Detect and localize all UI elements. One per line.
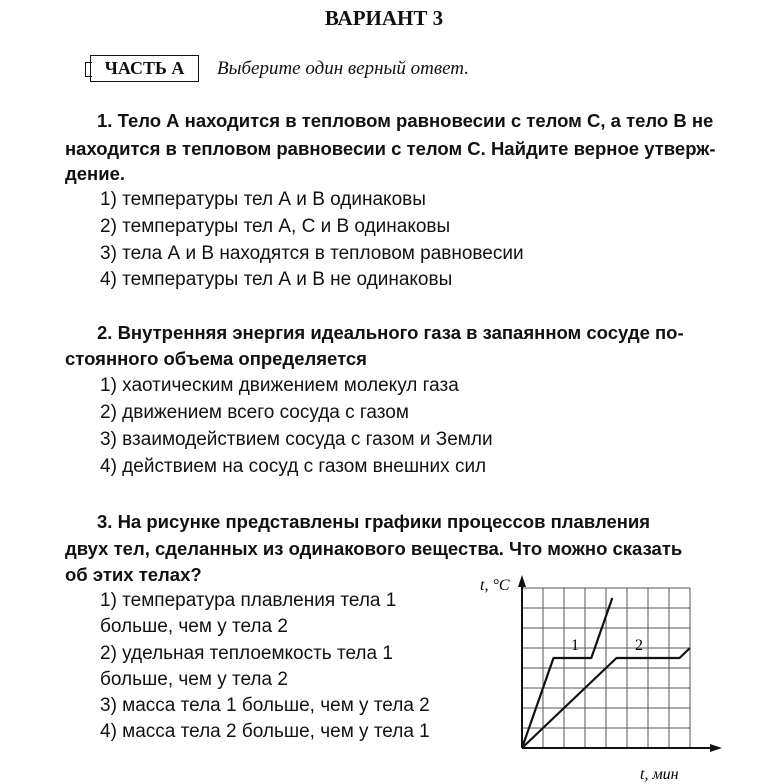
- question-3-line-2: двух тел, сделанных из одинакового вещества. Что можно сказать: [65, 538, 683, 559]
- question-2-line-2: стоянного объема определяется: [65, 348, 367, 369]
- y-axis-arrow: [518, 575, 526, 587]
- variant-title: ВАРИАНТ 3: [324, 6, 444, 30]
- question-2-option-1: 1) хаотическим движением молекул газа: [100, 375, 459, 396]
- question-1-option-4: 4) температуры тел А и В не одинаковы: [100, 269, 453, 290]
- question-2-line-1: 2. Внутренняя энергия идеального газа в запаянном сосуде по-: [97, 322, 684, 343]
- question-3-line-1: 3. На рисунке представлены графики процессов плавления: [97, 511, 651, 532]
- question-3-option-2: 2) удельная теплоемкость тела 1: [100, 643, 393, 664]
- question-3-option-4: 4) масса тела 2 больше, чем у тела 1: [100, 721, 430, 742]
- question-2-option-3: 3) взаимодействием сосуда с газом и Земли: [100, 429, 493, 450]
- question-1-line-2: находится в тепловом равновесии с телом С. Найдите верное утверж-: [65, 138, 716, 159]
- question-3-option-1-cont: больше, чем у тела 2: [100, 616, 288, 637]
- question-2-option-2: 2) движением всего сосуда с газом: [100, 402, 409, 423]
- y-axis-label: t, °C: [480, 577, 510, 594]
- series-1-label: 1: [571, 637, 579, 654]
- series-line-1: [522, 598, 612, 748]
- question-1-option-2: 2) температуры тел А, С и В одинаковы: [100, 216, 451, 237]
- x-axis-label: t, мин: [640, 766, 679, 783]
- question-1-line-1: 1. Тело А находится в тепловом равновесии с телом С, а тело В не: [97, 110, 714, 131]
- chart-axes: [518, 575, 722, 752]
- part-instruction: Выберите один верный ответ.: [217, 58, 469, 79]
- question-3-option-3: 3) масса тела 1 больше, чем у тела 2: [100, 695, 430, 716]
- question-3-line-3: об этих телах?: [65, 564, 202, 585]
- question-3-option-2-cont: больше, чем у тела 2: [100, 669, 288, 690]
- part-label: ЧАСТЬ А: [90, 55, 199, 82]
- question-2-option-4: 4) действием на сосуд с газом внешних сил: [100, 456, 487, 477]
- series-2-label: 2: [635, 637, 643, 654]
- question-1-option-1: 1) температуры тел А и В одинаковы: [100, 189, 426, 210]
- x-axis-arrow: [710, 744, 722, 752]
- melting-graph: [470, 565, 730, 784]
- question-1-option-3: 3) тела А и В находятся в тепловом равновесии: [100, 243, 524, 264]
- question-1-line-3: дение.: [65, 163, 126, 184]
- question-3-option-1: 1) температура плавления тела 1: [100, 590, 397, 611]
